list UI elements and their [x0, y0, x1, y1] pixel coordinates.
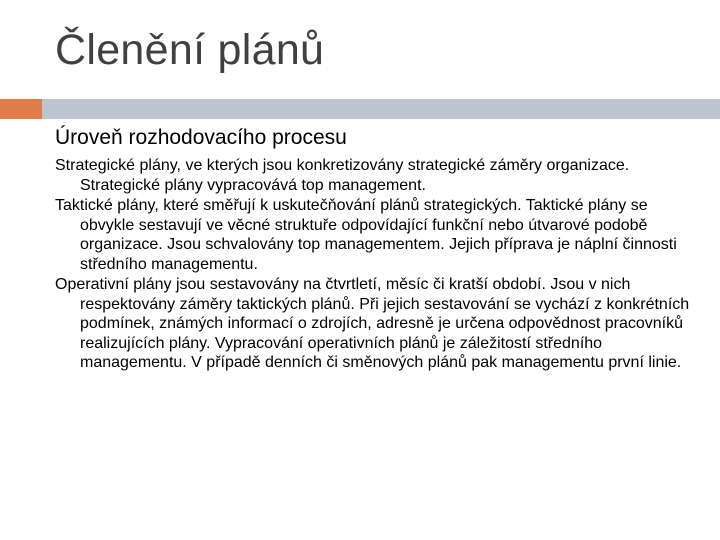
slide-title: Členění plánů [55, 26, 325, 74]
paragraph-tactical-plans [55, 196, 695, 274]
text-tactical-plans: , které směřují k uskutečňování plánů strategických. Taktické plány se obvykle sestavují ve věcné struktuře odpovídající funkční nebo útvarové podobě organizace. Jsou schvalovány top managementem. Jejich příprava je náplní činnosti středního managementu. [80, 197, 677, 273]
term-strategic-plans: Strategické plány [55, 157, 177, 174]
accent-block [0, 99, 42, 119]
section-heading: Úroveň rozhodovacího procesu [55, 126, 347, 149]
slide-content [55, 119, 695, 374]
title-rule-bar [42, 99, 720, 119]
paragraph-strategic-plans [55, 156, 695, 195]
text-strategic-plans: , ve kterých jsou konkretizovány strategické záměry organizace. Strategické plány vypracovává top management. [80, 157, 630, 194]
paragraph-operative-plans [55, 275, 695, 373]
term-tactical-plans: Taktické plány [55, 197, 155, 214]
term-operative-plans: Operativní plány [55, 276, 172, 293]
text-operative-plans: jsou sestavovány na čtvrtletí, měsíc či kratší období. Jsou v nich respektovány záměry taktických plánů. Při jejich sestavování se vychází z konkrétních podmínek, známých informací o zdrojích, adresně je určena odpovědnost pracovníků realizujících plány. Vypracování operativních plánů je záležitostí středního managementu. V případě denních či směnových plánů pak managementu první linie. [80, 276, 690, 371]
